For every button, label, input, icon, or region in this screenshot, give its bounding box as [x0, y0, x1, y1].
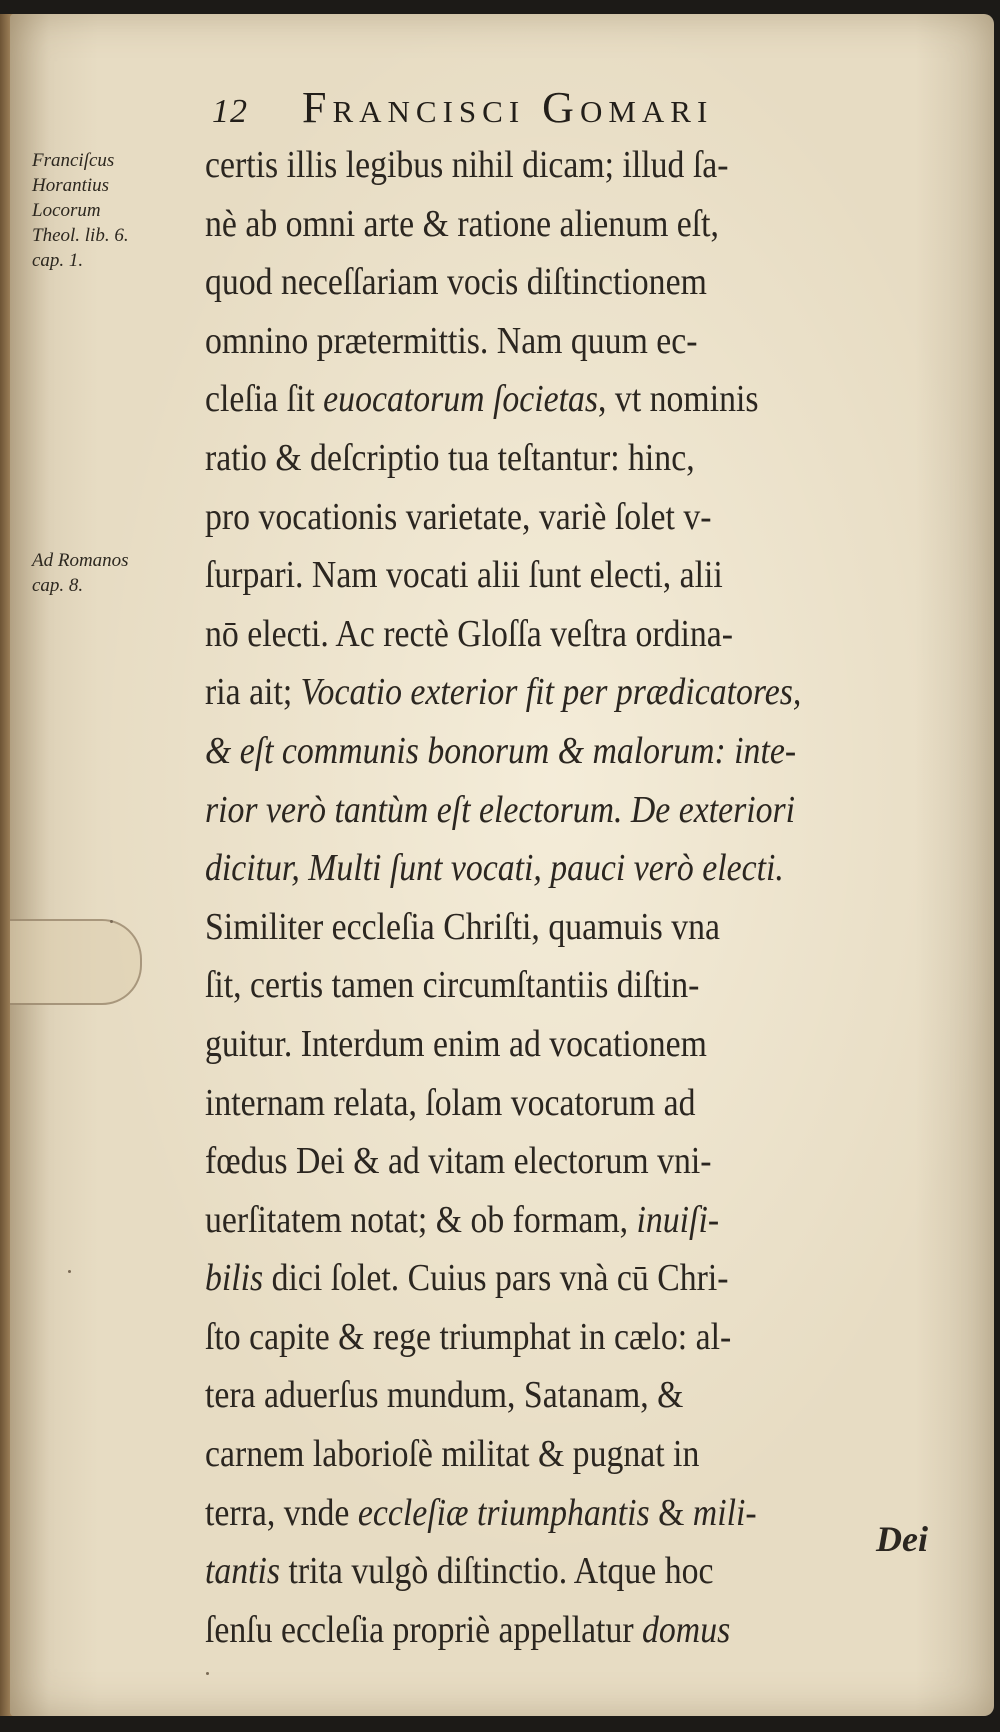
text-line — [205, 488, 845, 547]
roman-segment: dici ſolet. Cuius pars vnà cū Chri- — [263, 1257, 729, 1300]
roman-segment: & — [649, 1491, 693, 1534]
roman-segment: quod neceſſariam vocis diſtinctionem — [205, 261, 707, 304]
text-line — [205, 1191, 845, 1250]
italic-segment: tantis — [205, 1550, 281, 1593]
paper-speck — [110, 920, 113, 923]
italic-segment: euocatorum ſocietas — [323, 378, 599, 421]
running-title: Francisci Gomari — [302, 83, 714, 132]
roman-segment: ſto capite & rege triumphat in cælo: al- — [205, 1315, 732, 1358]
margin-note-line: Theol. lib. 6. — [32, 225, 129, 246]
text-line — [205, 1484, 845, 1543]
text-line — [205, 195, 845, 254]
italic-segment: eccleſiæ triumphantis — [357, 1491, 650, 1534]
roman-segment: cleſia ſit — [205, 378, 324, 421]
italic-segment: dicitur, Multi ſunt vocati, pauci verò electi. — [205, 847, 784, 890]
roman-segment: carnem laborioſè militat & pugnat in — [205, 1433, 700, 1476]
roman-segment: nè ab omni arte & ratione alienum eſt, — [205, 202, 720, 245]
text-line — [205, 1308, 845, 1367]
roman-segment: omnino prætermittis. Nam quum ec- — [205, 319, 698, 362]
text-line — [205, 956, 845, 1015]
italic-segment: Vocatio exterior fit per prædicatores, — [300, 671, 802, 714]
text-line — [205, 663, 845, 722]
roman-segment: terra, vnde — [205, 1491, 358, 1534]
margin-note-line: Horantius — [32, 175, 110, 196]
margin-note-line: cap. 1. — [32, 250, 84, 271]
italic-segment: bilis — [205, 1257, 264, 1300]
roman-segment: uerſitatem notat; & ob formam, — [205, 1198, 637, 1241]
margin-note-line: cap. 8. — [32, 575, 84, 596]
text-line — [205, 136, 845, 195]
roman-segment: ria ait; — [205, 671, 301, 714]
text-line — [205, 781, 845, 840]
text-line — [205, 898, 845, 957]
text-line — [205, 605, 845, 664]
text-line — [205, 1074, 845, 1133]
text-line — [205, 312, 845, 371]
roman-segment: , vt nominis — [598, 378, 759, 421]
page-tab — [10, 919, 142, 1005]
page-number: 12 — [212, 93, 248, 130]
roman-segment: Similiter eccleſia Chriſti, quamuis vna — [205, 905, 721, 948]
roman-segment: ſenſu eccleſia propriè appellatur — [205, 1608, 643, 1651]
text-line — [205, 370, 845, 429]
text-line — [205, 253, 845, 312]
text-line — [205, 429, 845, 488]
catchword: Dei — [876, 1519, 928, 1559]
margin-note-romans — [32, 548, 129, 598]
italic-segment: mili- — [692, 1491, 757, 1534]
roman-segment: nō electi. Ac rectè Gloſſa veſtra ordina- — [205, 612, 734, 655]
roman-segment: fœdus Dei & ad vitam electorum vni- — [205, 1140, 712, 1183]
roman-segment: ratio & deſcriptio tua teſtantur: hinc, — [205, 436, 695, 479]
margin-note-line: Ad Romanos — [32, 550, 129, 571]
margin-note-line: Franciſcus — [32, 150, 115, 171]
text-line — [205, 1132, 845, 1191]
roman-segment: tera aduerſus mundum, Satanam, & — [205, 1374, 684, 1417]
text-line — [205, 839, 845, 898]
margin-note-citation — [32, 148, 129, 273]
paper-speck — [206, 1672, 209, 1675]
italic-segment: rior verò tantùm eſt electorum. De exteriori — [205, 788, 796, 831]
roman-segment: guitur. Interdum enim ad vocationem — [205, 1022, 707, 1065]
text-line — [205, 1542, 845, 1601]
italic-segment: domus — [642, 1608, 731, 1651]
roman-segment: trita vulgò diſtinctio. Atque hoc — [280, 1550, 714, 1593]
margin-note-line: Locorum — [32, 200, 101, 221]
roman-segment: ſurpari. Nam vocati alii ſunt electi, alii — [205, 554, 723, 597]
roman-segment: ſit, certis tamen circumſtantiis diſtin- — [205, 964, 700, 1007]
text-line — [205, 722, 845, 781]
text-line — [205, 1249, 845, 1308]
text-line — [205, 1366, 845, 1425]
paper-speck — [68, 1270, 71, 1273]
italic-segment: & eſt communis bonorum & malorum: inte- — [205, 729, 797, 772]
text-line — [205, 1601, 845, 1660]
text-line — [205, 1015, 845, 1074]
italic-segment: inuiſi- — [636, 1198, 720, 1241]
text-line — [205, 1425, 845, 1484]
body-text — [205, 136, 925, 1659]
running-head — [212, 82, 852, 133]
roman-segment: pro vocationis varietate, variè ſolet v- — [205, 495, 712, 538]
roman-segment: internam relata, ſolam vocatorum ad — [205, 1081, 696, 1124]
roman-segment: certis illis legibus nihil dicam; illud ſa- — [205, 144, 729, 186]
text-line — [205, 546, 845, 605]
